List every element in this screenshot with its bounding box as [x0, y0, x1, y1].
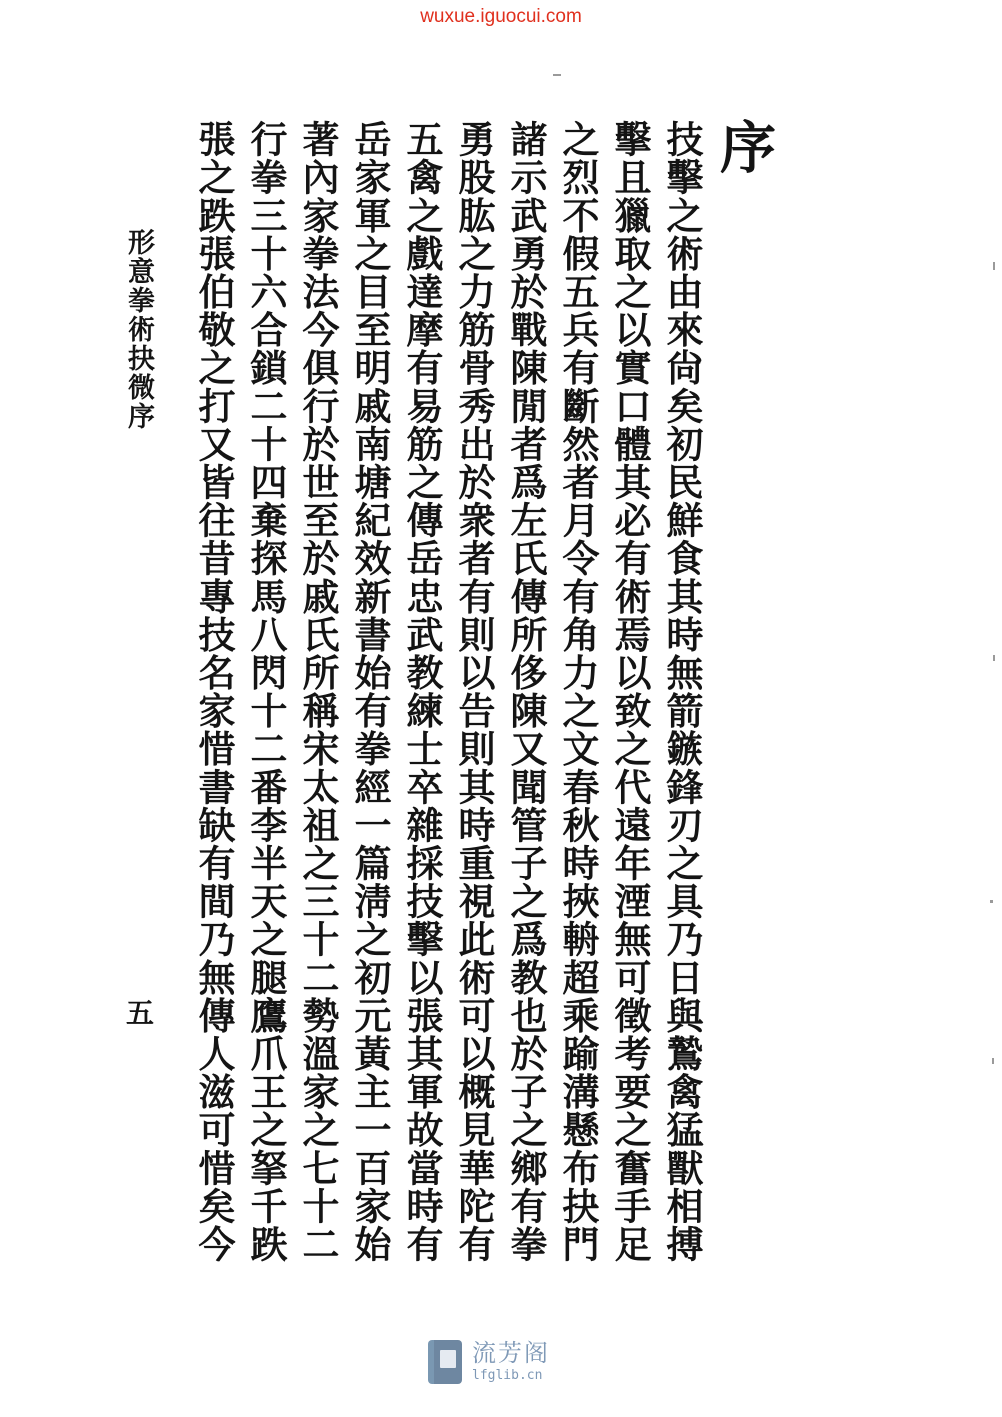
text-column: 之烈不假五兵有斷然者月令有角力之文春秋時挾輈超乘踰溝懸布抉門	[556, 120, 600, 1263]
text-column: 著內家拳法今俱行於世至於戚氏所稱宋太祖之三十二勢溫家之七十二	[296, 120, 340, 1263]
scan-speck	[993, 262, 995, 270]
page-number: 五	[122, 998, 155, 1026]
library-stamp	[428, 1338, 578, 1386]
text-column: 行拳三十六合鎖二十四棄探馬八閃十二番李半天之腿鷹爪王之拏千跌	[244, 120, 288, 1263]
text-column: 技擊之術由來尙矣初民鮮食其時無箭鏃鋒刃之具乃日與鷙禽猛獸相搏	[660, 120, 704, 1263]
library-stamp-name: 流芳阁	[472, 1339, 550, 1367]
text-column: 岳家軍之目至明戚南塘紀效新書始有拳經一篇淸之初元黃主一百家始	[348, 120, 392, 1263]
watermark-site-url: wuxue.iguocui.com	[420, 6, 582, 27]
scan-speck	[992, 1058, 994, 1064]
margin-book-title: 形意拳術抉微	[123, 228, 154, 402]
text-column: 勇股肱之力筋骨秀出於衆者有則以告則其時重視此術可以概見華陀有	[452, 120, 496, 1263]
scan-speck	[553, 74, 561, 76]
text-column: 諸示武勇於戰陳閒者爲左氏傳所侈陳又聞管子之爲教也於子之鄉有拳	[504, 120, 548, 1263]
scan-speck	[990, 900, 993, 903]
margin-section-label: 序	[123, 402, 154, 429]
text-column: 張之跌張伯敬之打又皆往昔專技名家惜書缺有間乃無傳人滋可惜矣今	[192, 120, 236, 1263]
text-column: 擊且獵取之以實口體其必有術焉以致之代遠年湮無可徵考要之奮手足	[608, 120, 652, 1263]
scan-speck	[993, 655, 995, 661]
library-stamp-url: lfglib.cn	[472, 1368, 543, 1383]
text-column: 五禽之戲達摩有易筋之傳岳忠武教練士卒雜採技擊以張其軍故當時有	[400, 120, 444, 1263]
book-icon	[428, 1340, 462, 1384]
page-title: 序	[711, 118, 777, 174]
